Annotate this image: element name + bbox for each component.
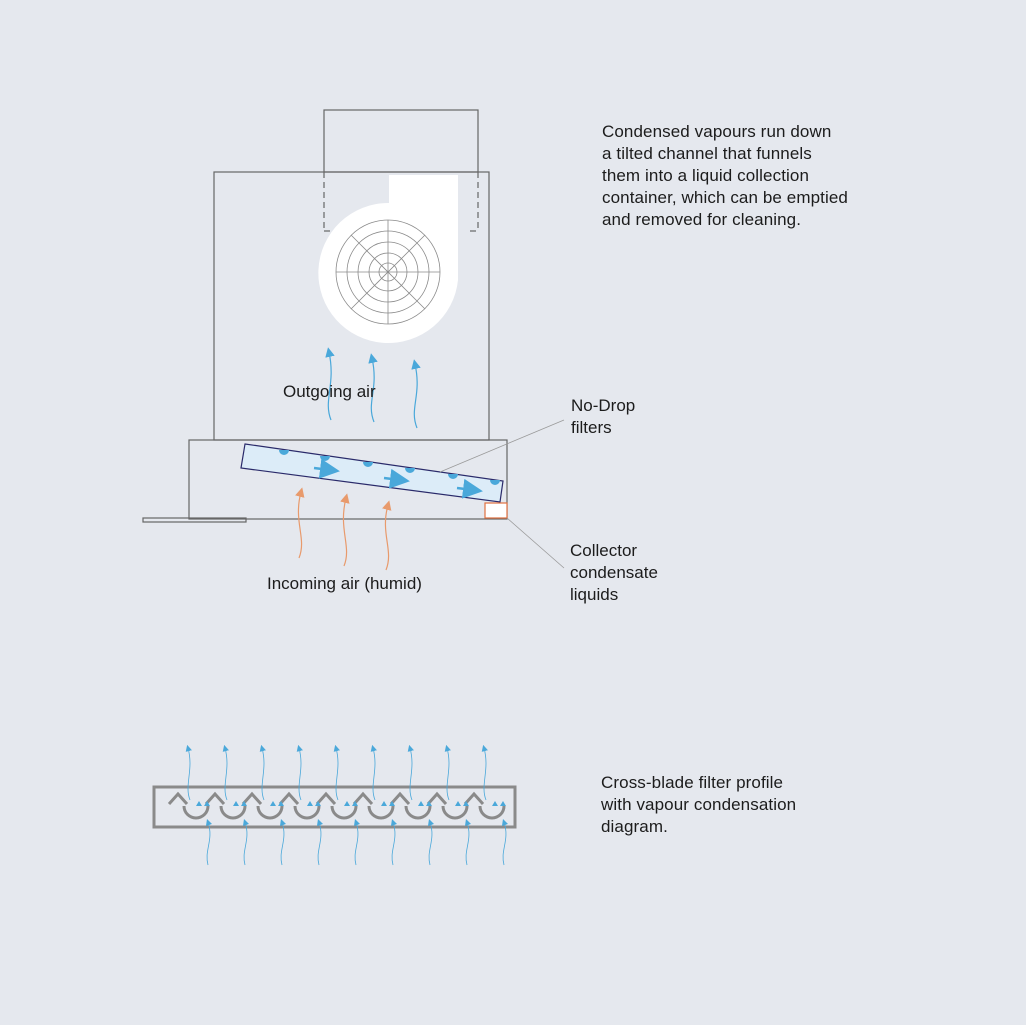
blade-cup [480, 806, 504, 818]
blade-cup [369, 806, 393, 818]
vapour-arrow [336, 748, 338, 800]
outgoing-arrow [414, 364, 417, 428]
vapour-arrow [373, 748, 375, 800]
blade-cup [443, 806, 467, 818]
fan-grille-icon [336, 220, 440, 324]
vapour-arrow [225, 748, 227, 800]
blade-chevron [317, 794, 335, 804]
blade-chevron [465, 794, 483, 804]
cross-blade-profile [154, 748, 515, 865]
collector-label: Collector condensate liquids [570, 541, 658, 604]
vapour-arrow [484, 748, 486, 800]
incoming-arrow [298, 492, 301, 558]
vapour-arrow [262, 748, 264, 800]
base-plate [143, 518, 246, 522]
vapour-arrows-top [188, 748, 506, 806]
blade-cup [184, 806, 208, 818]
blade-chevron [206, 794, 224, 804]
blades [169, 794, 504, 818]
vapour-arrow [410, 748, 412, 800]
vapour-droplet [492, 801, 506, 806]
blade-cup [221, 806, 245, 818]
no-drop-filter [241, 444, 503, 502]
blade-chevron [280, 794, 298, 804]
no-drop-filters-label: No-Drop filters [571, 396, 636, 437]
blade-cup [406, 806, 430, 818]
outgoing-air-label: Outgoing air [283, 382, 376, 401]
collector-container [485, 503, 507, 518]
fan [318, 175, 458, 343]
blade-chevron [354, 794, 372, 804]
bottom-description: Cross-blade filter profile with vapour condensation diagram. [601, 773, 797, 836]
exhaust-duct [324, 110, 478, 172]
vapour-arrow [447, 748, 449, 800]
incoming-air-arrows [298, 492, 388, 570]
incoming-arrow [343, 498, 346, 566]
top-description: Condensed vapours run down a tilted channel that funnels them into a liquid collection container, which can be emptied and removed for cleaning. [602, 122, 848, 229]
blade-cup [258, 806, 282, 818]
vapour-arrow [188, 748, 190, 800]
vapour-arrow [299, 748, 301, 800]
blade-chevron [391, 794, 409, 804]
blade-cup [295, 806, 319, 818]
blade-chevron [428, 794, 446, 804]
incoming-arrow [385, 505, 388, 570]
blade-cup [332, 806, 356, 818]
blade-chevron [169, 794, 187, 804]
blade-chevron [243, 794, 261, 804]
incoming-air-label: Incoming air (humid) [267, 574, 422, 593]
